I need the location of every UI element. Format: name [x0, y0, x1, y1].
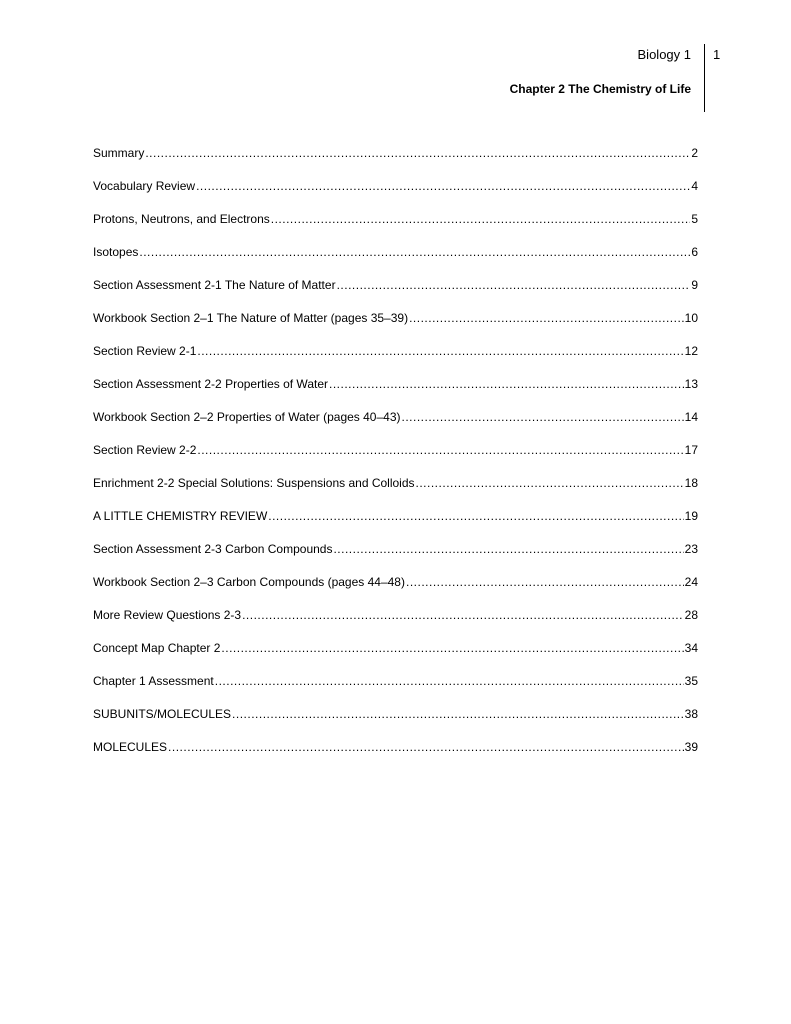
toc-entry-label: Section Review 2-2: [93, 443, 197, 457]
toc-entry-page: 10: [684, 311, 698, 325]
toc-entry-label: Section Assessment 2-1 The Nature of Matter: [93, 278, 336, 292]
toc-entry-page: 19: [684, 509, 698, 523]
toc-entry-label: Isotopes: [93, 245, 139, 259]
toc-entry[interactable]: [93, 244, 698, 277]
toc-entry[interactable]: [93, 343, 698, 376]
toc-entry-page: 38: [684, 707, 698, 721]
toc-entry[interactable]: [93, 376, 698, 409]
toc-entry-label: Vocabulary Review: [93, 179, 196, 193]
toc-dot-leader: [197, 442, 683, 458]
toc-entry[interactable]: [93, 211, 698, 244]
toc-dot-leader: [168, 739, 684, 755]
toc-entry[interactable]: [93, 178, 698, 211]
toc-entry-page: 4: [691, 179, 698, 193]
toc-entry-page: 34: [684, 641, 698, 655]
toc-entry-label: More Review Questions 2-3: [93, 608, 242, 622]
toc-entry-page: 5: [691, 212, 698, 226]
toc-entry-page: 12: [684, 344, 698, 358]
toc-entry-label: Section Review 2-1: [93, 344, 197, 358]
toc-entry[interactable]: [93, 475, 698, 508]
toc-dot-leader: [242, 607, 684, 623]
page-number: 1: [713, 47, 721, 62]
toc-entry-page: 24: [684, 575, 698, 589]
toc-entry-label: Concept Map Chapter 2: [93, 641, 221, 655]
course-name: Biology 1: [637, 47, 691, 62]
toc-entry-page: 13: [684, 377, 698, 391]
toc-entry-label: A LITTLE CHEMISTRY REVIEW: [93, 509, 268, 523]
toc-entry[interactable]: [93, 640, 698, 673]
toc-entry-label: Section Assessment 2-3 Carbon Compounds: [93, 542, 333, 556]
table-of-contents: [93, 145, 698, 772]
toc-dot-leader: [329, 376, 684, 392]
toc-entry-label: MOLECULES: [93, 740, 168, 754]
toc-entry[interactable]: [93, 145, 698, 178]
toc-entry-label: Workbook Section 2–1 The Nature of Matter (pages 35–39): [93, 311, 409, 325]
toc-dot-leader: [333, 541, 683, 557]
toc-entry[interactable]: [93, 607, 698, 640]
toc-entry[interactable]: [93, 574, 698, 607]
toc-entry-page: 17: [684, 443, 698, 457]
toc-entry[interactable]: [93, 409, 698, 442]
toc-entry-page: 23: [684, 542, 698, 556]
toc-dot-leader: [416, 475, 684, 491]
toc-entry-label: Workbook Section 2–3 Carbon Compounds (pages 44–48): [93, 575, 405, 589]
toc-entry-page: 14: [684, 410, 698, 424]
toc-dot-leader: [145, 145, 690, 161]
header-divider: [704, 44, 705, 112]
toc-entry[interactable]: [93, 442, 698, 475]
toc-entry[interactable]: [93, 541, 698, 574]
toc-dot-leader: [196, 178, 690, 194]
toc-dot-leader: [221, 640, 683, 656]
toc-dot-leader: [197, 343, 683, 359]
toc-dot-leader: [402, 409, 684, 425]
toc-entry-label: Protons, Neutrons, and Electrons: [93, 212, 270, 226]
toc-entry-label: Chapter 1 Assessment: [93, 674, 214, 688]
toc-entry-label: Section Assessment 2-2 Properties of Water: [93, 377, 328, 391]
toc-entry-page: 35: [684, 674, 698, 688]
toc-entry-page: 39: [684, 740, 698, 754]
toc-entry[interactable]: [93, 508, 698, 541]
toc-entry-page: 6: [691, 245, 698, 259]
toc-entry[interactable]: [93, 739, 698, 772]
toc-dot-leader: [215, 673, 684, 689]
toc-entry-page: 9: [691, 278, 698, 292]
toc-entry-page: 28: [684, 608, 698, 622]
toc-entry[interactable]: [93, 310, 698, 343]
toc-dot-leader: [271, 211, 691, 227]
toc-entry-page: 18: [684, 476, 698, 490]
toc-entry[interactable]: [93, 673, 698, 706]
toc-entry-label: Summary: [93, 146, 145, 160]
toc-dot-leader: [337, 277, 691, 293]
toc-dot-leader: [406, 574, 684, 590]
toc-dot-leader: [268, 508, 683, 524]
toc-entry-label: SUBUNITS/MOLECULES: [93, 707, 232, 721]
toc-entry[interactable]: [93, 706, 698, 739]
toc-dot-leader: [232, 706, 684, 722]
toc-entry[interactable]: [93, 277, 698, 310]
toc-entry-page: 2: [691, 146, 698, 160]
toc-dot-leader: [409, 310, 684, 326]
page-header: [510, 46, 691, 97]
toc-entry-label: Enrichment 2-2 Special Solutions: Suspensions and Colloids: [93, 476, 415, 490]
chapter-title: Chapter 2 The Chemistry of Life: [509, 82, 691, 96]
toc-dot-leader: [139, 244, 690, 260]
toc-entry-label: Workbook Section 2–2 Properties of Water (pages 40–43): [93, 410, 401, 424]
